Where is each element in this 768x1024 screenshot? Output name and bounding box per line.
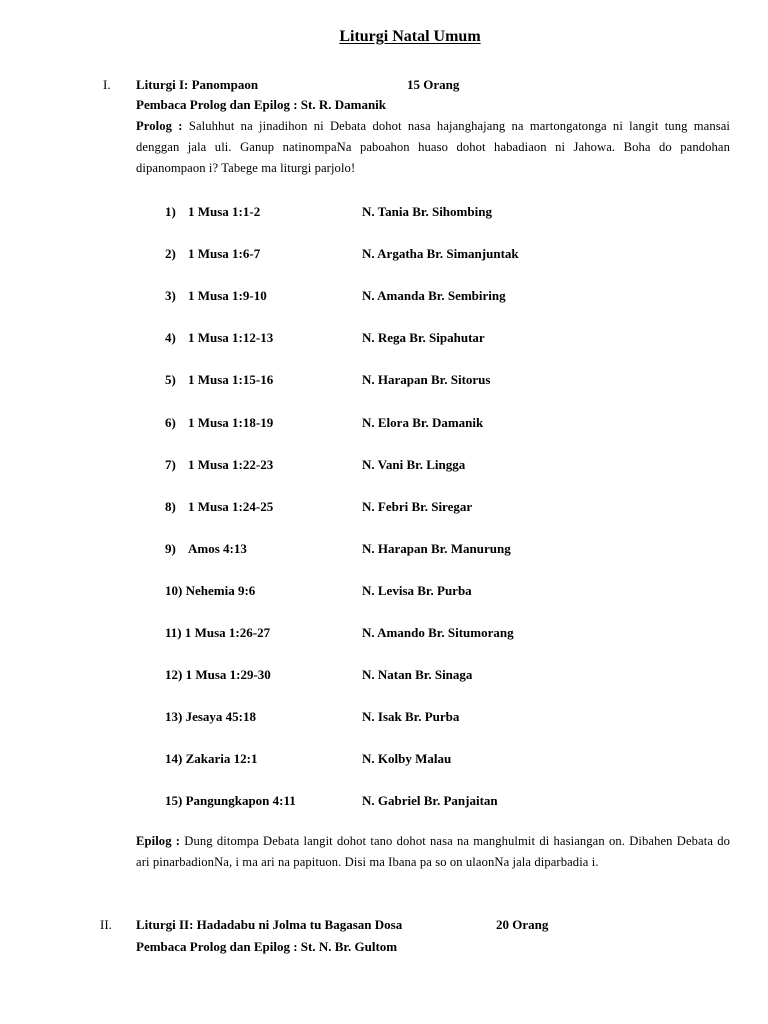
reading-reference: 1 Musa 1:26-27 [184,625,271,640]
reading-reader: N. Elora Br. Damanik [362,415,484,430]
section-2-numeral: II. [100,917,112,932]
section-2-reader-line: Pembaca Prolog dan Epilog : St. N. Br. Gultom [136,939,398,954]
reading-number: 9) [165,541,176,556]
reading-reader: N. Kolby Malau [362,751,452,766]
epilog-label: Epilog : [136,834,181,848]
reading-reader: N. Natan Br. Sinaga [362,667,473,682]
reading-reference: 1 Musa 1:6-7 [188,246,261,261]
reading-reference: 1 Musa 1:22-23 [188,457,274,472]
reading-reader: N. Vani Br. Lingga [362,457,466,472]
reading-reference: 1 Musa 1:15-16 [188,372,274,387]
reading-reader: N. Isak Br. Purba [362,709,460,724]
reading-reader: N. Rega Br. Sipahutar [362,330,485,345]
reading-number-and-reference [165,583,255,599]
section-1-numeral: I. [103,77,111,92]
section-2-count: 20 Orang [496,917,549,932]
section-1-prolog [136,116,730,179]
reading-reader: N. Febri Br. Siregar [362,499,473,514]
reading-number: 7) [165,457,176,472]
reading-number: 2) [165,246,176,261]
reading-reference: 1 Musa 1:12-13 [188,330,274,345]
reading-reference: Jesaya 45:18 [185,709,257,724]
reading-reader: N. Harapan Br. Sitorus [362,372,491,387]
section-2-heading: Liturgi II: Hadadabu ni Jolma tu Bagasan Dosa [136,917,403,932]
section-1-count: 15 Orang [407,77,460,92]
epilog-text: Dung ditompa Debata langit dohot tano dohot nasa na manghulmit di hasiangan on. Dibahen Debata do ari pinarbadionNa, i ma ari na papituon. Disi ma Ibana pa so on ulaonNa jala diparbadia i. [136,834,731,869]
reading-reader: N. Amanda Br. Sembiring [362,288,506,303]
section-1-heading: Liturgi I: Panompaon [136,77,259,92]
reading-number: 5) [165,372,176,387]
reading-number-and-reference [165,793,296,809]
reading-reader: N. Argatha Br. Simanjuntak [362,246,519,261]
reading-number: 14) [165,751,183,766]
reading-reader: N. Harapan Br. Manurung [362,541,511,556]
reading-reader: N. Levisa Br. Purba [362,583,472,598]
reading-number: 10) [165,583,183,598]
reading-number-and-reference [165,625,270,641]
reading-number-and-reference [165,751,257,767]
reading-number: 4) [165,330,176,345]
reading-reference: 1 Musa 1:9-10 [188,288,267,303]
reading-number: 6) [165,415,176,430]
reading-number: 12) [165,667,183,682]
reading-reference: 1 Musa 1:1-2 [188,204,261,219]
section-1-reader-line: Pembaca Prolog dan Epilog : St. R. Damanik [136,97,387,112]
prolog-text: Saluhhut na jinadihon ni Debata dohot nasa hajanghajang na martongatonga ni langit tung mansai denggan jala uli. Ganup natinompaNa paboahon huaso dohot habadiaon ni Jahowa. Boha do pandohan dipanompaon i? Tabege ma liturgi parjolo! [136,119,731,175]
reading-reference: 1 Musa 1:18-19 [188,415,274,430]
reading-number: 8) [165,499,176,514]
reading-reference: Amos 4:13 [188,541,247,556]
reading-reference: Pangungkapon 4:11 [185,793,296,808]
reading-reference: 1 Musa 1:24-25 [188,499,274,514]
reading-number: 1) [165,204,176,219]
reading-reader: N. Amando Br. Situmorang [362,625,514,640]
reading-reference: Zakaria 12:1 [185,751,258,766]
reading-reader: N. Tania Br. Sihombing [362,204,492,219]
reading-number-and-reference [165,709,256,725]
reading-reference: 1 Musa 1:29-30 [185,667,271,682]
reading-number: 15) [165,793,183,808]
reading-reader: N. Gabriel Br. Panjaitan [362,793,498,808]
section-1-epilog [136,831,730,873]
reading-number: 3) [165,288,176,303]
reading-number: 11) [165,625,182,640]
reading-number-and-reference [165,667,271,683]
reading-reference: Nehemia 9:6 [185,583,256,598]
reading-number: 13) [165,709,183,724]
page-title: Liturgi Natal Umum [339,28,481,45]
prolog-label: Prolog : [136,119,183,133]
